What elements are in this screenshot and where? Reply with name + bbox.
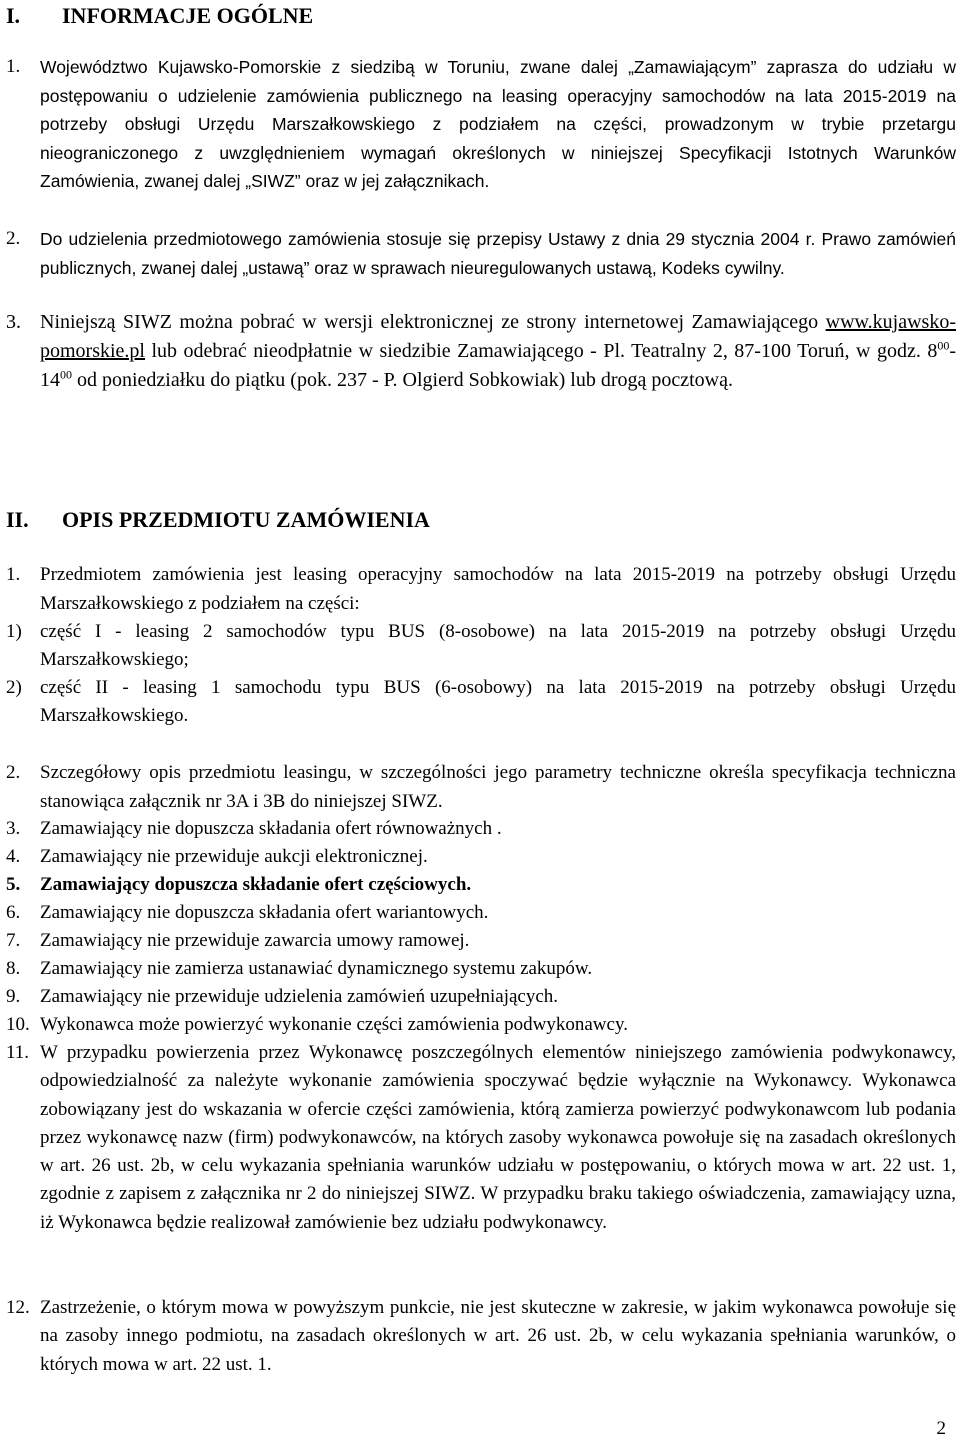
paragraph-text: Niniejszą SIWZ można pobrać w wersji elektronicznej ze strony internetowej Zamawiającego www.kujawsko-pomorskie.pl lub odebrać nieodpłatnie w siedzibie Zamawiającego - Pl. Teatralny 2, 87-100 Toruń, w godz. $8^{00}-14^{00}$ od poniedziałku do piątku (pok. 237 - P. Olgierd Sobkowiak) lub drogą pocztową. — [40, 311, 956, 391]
paragraph-text: Zamawiający nie przewiduje zawarcia umowy ramowej. — [40, 930, 470, 951]
paragraph-number: 4. — [6, 846, 21, 867]
paragraph-number: 1. — [6, 564, 21, 585]
paragraph-number: 3. — [6, 311, 21, 333]
page-number: 2 — [936, 1418, 946, 1439]
paragraph-1-1 — [6, 53, 956, 196]
paragraph-2-3 — [6, 815, 956, 843]
paragraph-number: 7. — [6, 930, 21, 951]
paragraph-2-9 — [6, 983, 956, 1011]
paragraph-text: Województwo Kujawsko-Pomorskie z siedzibą w Toruniu, zwane dalej „Zamawiającym” zaprasza do udziału w postępowaniu o udzielenie zamówienia publicznego na leasing operacyjny samochodów na lata 2015-2019 na potrzeby obsługi Urzędu Marszałkowskiego z podziałem na części, prowadzonym w trybie przetargu nieograniczonego z uwzględnieniem wymagań określonych w niniejszej Specyfikacji Istotnych Warunków Zamówienia, zwanej dalej „SIWZ” oraz w jej załącznikach. — [40, 57, 956, 192]
subitem-number: 2) — [6, 677, 22, 698]
paragraph-text: Zamawiający nie dopuszcza składania ofert równoważnych . — [40, 818, 502, 839]
section-heading-1 — [6, 2, 313, 30]
subitem-1 — [6, 618, 956, 675]
paragraph-2-5 — [6, 871, 956, 899]
website-link[interactable]: www.kujawsko-pomorskie.pl — [40, 311, 956, 362]
section-title: OPIS PRZEDMIOTU ZAMÓWIENIA — [62, 507, 430, 532]
paragraph-2-6 — [6, 899, 956, 927]
paragraph-2-11 — [6, 1039, 956, 1237]
subitem-2 — [6, 674, 956, 731]
paragraph-number: 2. — [6, 762, 21, 783]
paragraph-number: 6. — [6, 902, 21, 923]
section-heading-2 — [6, 506, 430, 534]
paragraph-1-3 — [6, 308, 956, 395]
paragraph-text: Zamawiający nie zamierza ustanawiać dynamicznego systemu zakupów. — [40, 958, 593, 979]
paragraph-text: Zastrzeżenie, o którym mowa w powyższym punkcie, nie jest skuteczne w zakresie, w jakim wykonawca powołuje się na zasoby innego podmiotu, na zasadach określonych w art. 26 ust. 2b, w celu wykazania spełniania warunków, o których mowa w art. 22 ust. 1. — [40, 1297, 956, 1375]
paragraph-text: Przedmiotem zamówienia jest leasing operacyjny samochodów na lata 2015-2019 na potrzeby obsługi Urzędu Marszałkowskiego z podziałem na części: — [40, 564, 956, 614]
paragraph-2-2 — [6, 759, 956, 816]
paragraph-text: Zamawiający nie dopuszcza składania ofert wariantowych. — [40, 902, 489, 923]
section-number: I. — [6, 3, 21, 28]
paragraph-text: Zamawiający dopuszcza składanie ofert częściowych. — [40, 874, 472, 895]
paragraph-text: Do udzielenia przedmiotowego zamówienia stosuje się przepisy Ustawy z dnia 29 stycznia 2004 r. Prawo zamówień publicznych, zwanej dalej „ustawą” oraz w sprawach nieuregulowanych ustawą, Kodeks cywilny. — [40, 229, 956, 278]
paragraph-1-2 — [6, 225, 956, 282]
subitem-number: 1) — [6, 621, 22, 642]
paragraph-number: 1. — [6, 56, 21, 77]
paragraph-2-10 — [6, 1011, 956, 1039]
paragraph-number: 3. — [6, 818, 21, 839]
paragraph-text: Zamawiający nie przewiduje udzielenia zamówień uzupełniających. — [40, 986, 559, 1007]
paragraph-2-8 — [6, 955, 956, 983]
paragraph-number: 10. — [6, 1014, 30, 1035]
paragraph-number: 12. — [6, 1297, 30, 1318]
paragraph-2-7 — [6, 927, 956, 955]
section-number: II. — [6, 507, 29, 532]
paragraph-2-4 — [6, 843, 956, 871]
paragraph-text: Zamawiający nie przewiduje aukcji elektronicznej. — [40, 846, 428, 867]
subitem-text: część II - leasing 1 samochodu typu BUS (6-osobowy) na lata 2015-2019 na potrzeby obsługi Urzędu Marszałkowskiego. — [40, 677, 956, 727]
paragraph-text: Wykonawca może powierzyć wykonanie części zamówienia podwykonawcy. — [40, 1014, 628, 1035]
paragraph-number: 8. — [6, 958, 21, 979]
paragraph-2-1 — [6, 561, 956, 618]
paragraph-number: 2. — [6, 228, 21, 249]
paragraph-number: 11. — [6, 1042, 30, 1063]
paragraph-number: 9. — [6, 986, 21, 1007]
paragraph-text: W przypadku powierzenia przez Wykonawcę poszczególnych elementów niniejszego zamówienia podwykonawcy, odpowiedzialność za należyte wykonanie zamówienia spoczywać będzie wyłącznie na Wykonawcy. Wykonawca zobowiązany jest do wskazania w ofercie części zamówienia, którą zamierza powierzyć podwykonawcom lub podania przez wykonawcę nazw (firm) podwykonawców, na których zasoby wykonawca powołuje się na zasadach określonych w art. 26 ust. 2b, w celu wykazania spełniania warunków udziału w postępowaniu, o których mowa w art. 22 ust. 1, zgodnie z zapisem z załącznika nr 2 do niniejszej SIWZ. W przypadku braku takiego oświadczenia, zamawiający uzna, iż Wykonawca będzie realizował zamówienie bez udziału podwykonawcy. — [40, 1042, 956, 1233]
paragraph-number: 5. — [6, 874, 21, 895]
paragraph-2-12 — [6, 1294, 956, 1379]
subitem-text: część I - leasing 2 samochodów typu BUS (8-osobowe) na lata 2015-2019 na potrzeby obsługi Urzędu Marszałkowskiego; — [40, 621, 956, 671]
paragraph-text: Szczegółowy opis przedmiotu leasingu, w szczególności jego parametry techniczne określa specyfikacja techniczna stanowiąca załącznik nr 3A i 3B do niniejszej SIWZ. — [40, 762, 956, 812]
section-title: INFORMACJE OGÓLNE — [62, 3, 314, 28]
